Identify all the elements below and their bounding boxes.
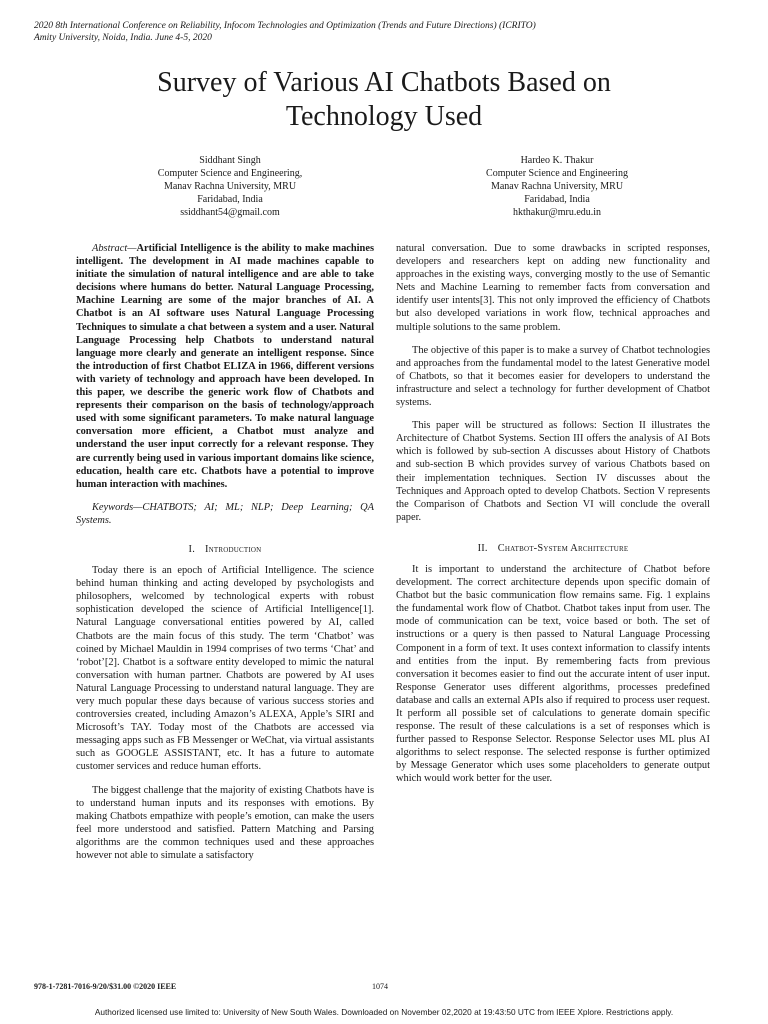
section-heading-introduction: [76, 543, 374, 556]
abstract: [76, 242, 374, 491]
conference-line: 2020 8th International Conference on Reliability, Infocom Technologies and Optimization (Trends and Future Directions) (ICRITO): [34, 21, 536, 31]
section-title: Introduction: [205, 543, 262, 555]
section-heading-architecture: [396, 542, 710, 555]
section-title: Chatbot-System Architecture: [497, 542, 629, 554]
title-line-1: Survey of Various AI Chatbots Based on: [157, 67, 611, 98]
author-univ: Manav Rachna University, MRU: [163, 181, 297, 192]
author-block-2: [427, 154, 687, 219]
author-city: Faridabad, India: [524, 194, 590, 205]
section-number: I.: [188, 543, 196, 555]
paragraph: The biggest challenge that the majority of existing Chatbots have is to understand human inputs and its responses with emotions. By making Chatbots empathize with people’s emotion, can make the users feel more understood and satisfied. Pattern Matching and Parsing algorithms are the common techniques used and these approaches however not able to simulate a satisfactory: [76, 784, 374, 862]
author-email: ssiddhant54@gmail.com: [180, 207, 280, 218]
left-column: [76, 242, 374, 872]
conference-header: [34, 20, 536, 44]
title-line-2: Technology Used: [285, 101, 483, 132]
license-notice: Authorized licensed use limited to: University of New South Wales. Downloaded on November 02,2020 at 19:43:50 UTC from IEEE Xplore. Restrictions apply.: [94, 1007, 674, 1017]
copyright-line: 978-1-7281-7016-9/20/$31.00 ©2020 IEEE: [34, 982, 177, 991]
author-name: Hardeo K. Thakur: [520, 155, 594, 166]
section-number: II.: [477, 542, 488, 554]
paragraph: This paper will be structured as follows: Section II illustrates the Architecture of Chatbot Systems. Section III offers the analysis of AI Bots which is followed by sub-section A discusses about History of Chatbots and sub-section B which provides survey of various Chatbots based on their implementation techniques. Section IV discusses about the Techniques and Approach opted to develop Chatbots. Section V represents the Comparison of Chatbots and Section VI will conclude the overall paper.: [396, 420, 710, 523]
author-city: Faridabad, India: [197, 194, 263, 205]
author-dept: Computer Science and Engineering: [486, 168, 628, 179]
abstract-text: Artificial Intelligence is the ability to make machines intelligent. The development in AI made machines capable to initiate the simulation of natural intelligence and are able to take decisions where humans do better. Natural Language Processing, Machine Learning are some of the major branches of AI. A Chatbot is an AI software uses Natural Language Processing Techniques to simulate a chat between a system and a user. Natural Language Processing help Chatbots to understand natural language more clearly and generate an intelligent response. Since the introduction of first Chatbot ELIZA in 1966, different versions with variety of technology and approach have been developed. In this paper, we describe the generic work flow of Chatbots and represents their comparison on the basis of technology/approach used with some significant parameters. To make natural language conversation more efficient, a Chatbot must analyze and understand the user input correctly for a relevant response. They are currently being used in various important domains like science, education, health care etc. Chatbots have a potential to improve human interaction with machines.: [76, 243, 374, 490]
page-number: 1074: [372, 982, 388, 991]
author-name: Siddhant Singh: [199, 155, 261, 166]
author-email: hkthakur@mru.edu.in: [512, 207, 602, 218]
paragraph: Today there is an epoch of Artificial Intelligence. The science behind human thinking and acting developed by psychologists and philosophers, welcomed by technological experts with robust sophistication developed the science of Artificial Intelligence[1]. Natural Language conversational entities powered by AI, called Chatbots are the main focus of this study. The term ‘Chatbot’ was coined by Michael Mauldin in 1994 comprises of two terms ‘Chat’ and ‘robot’[2]. Chatbot is a software entity developed to mimic the natural conversation with human partner. Chatbots are powered by AI uses Natural Language Processing to understand natural language. They are very much popular these days because of various success stories and controversies created, including Amazon’s ALEXA, Apple’s SIRI and Microsoft’s TAY. Today most of the Chatbots are accessed via messaging apps such as FB Messenger or WeChat, via virtual assistants such as GOOGLE ASSISTANT, etc. It has a future to automate customer services and reduce human efforts.: [76, 565, 374, 773]
author-univ: Manav Rachna University, MRU: [490, 181, 624, 192]
paragraph: The objective of this paper is to make a survey of Chatbot technologies and approaches from the fundamental model to the latest Generative model of Chatbots, so that it becomes easier for developers to understand the infrastructure and select a technology for further development of Chatbot systems.: [396, 344, 710, 409]
right-column: [396, 242, 710, 796]
abstract-lead: Abstract—: [92, 243, 137, 254]
author-dept: Computer Science and Engineering,: [157, 168, 303, 179]
paper-title: [0, 66, 768, 134]
paragraph: It is important to understand the architecture of Chatbot before development. The correct architecture depends upon specific domain of Chatbot but the basic communication flow remains same. Fig. 1 explains the fundamental work flow of Chatbot. Chatbot takes input from user. The mode of communication can be text, voice based or both. The set of instructions or a query is then passed to Natural Language Processing Component in a form of text. It uses context information to classify intents and entities from the input. By remembering facts from previous conversation it becomes easier to find out the accurate intent of user input. Response Generator uses different algorithms, processes predefined database and calls an external APIs also if required to process user request. It perform all possible set of calculations to generate domain specific response. The result of these calculations is a set of responses which is further passed to Response Selector. Response Selector uses ML plus AI algorithms to select response. The selected response is further optimized by Message Generator which uses some placeholders to generate output which would work better for the user.: [396, 563, 710, 785]
keywords: Keywords—CHATBOTS; AI; ML; NLP; Deep Learning; QA Systems.: [76, 501, 374, 526]
author-block-1: [100, 154, 360, 219]
paragraph: natural conversation. Due to some drawbacks in scripted responses, developers and researchers kept on adding new functionality and approaches in the existing ways, converging mostly to the use of Semantic Nets and Machine Learning to remember facts from conversation and identify user intents[3]. This not only improved the efficiency of Chatbots but also developed variations in work flow, technical approaches and multiple solutions to the same problem.: [396, 243, 710, 333]
venue-line: Amity University, Noida, India. June 4-5, 2020: [34, 33, 212, 43]
